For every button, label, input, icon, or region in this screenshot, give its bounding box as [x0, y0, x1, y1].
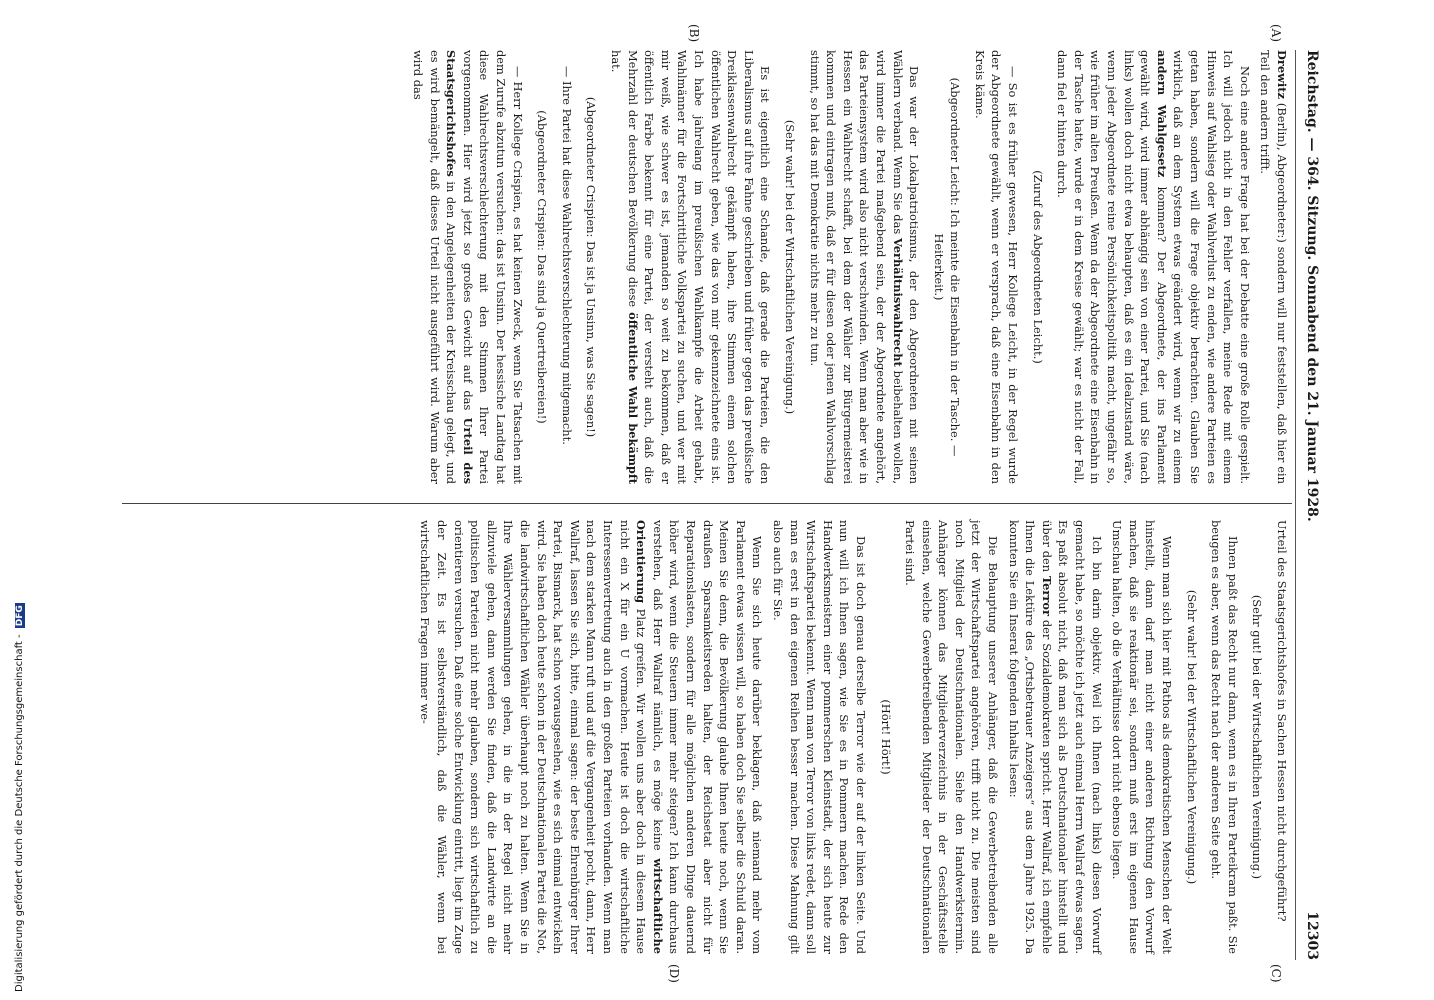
interjection: (Hört! Hört!) — [878, 699, 893, 775]
paragraph: — So ist es früher gewesen, Herr Kollege Leicht, in der Regel wurde der Abgeordnete gewählt, wenn er versprach, daß eine Eisenbahn in den Kreis käme. — [972, 50, 1021, 484]
paragraph: Das ist doch genau derselbe Terror wie der auf der linken Seite. Und nun will ich Ihnen sagen, wie Sie es in Pommern machen. Rede den Handwerksmeistern einer pommerschen Kleinstadt, der sich heute zur Wirtschaftspartei bekennt. Wenn man von Terror von links redet, dann soll man es erst in den eigenen Reihen besser machen. Diese Mahnung gilt also auch für Sie. — [770, 520, 868, 954]
paragraph: Wenn man sich hier mit Pathos als demokratischen Menschen der Welt hinstellt, dann darf man nicht einer anderen Richtung den Vorwurf machen, daß sie reaktionär sei, sondern muß erst im eigenen Hause Umschau halten, ob die Verhältnisse dort nicht ebenso liegen. — [1110, 520, 1175, 954]
column-divider — [122, 503, 1292, 504]
running-head: Reichstag. — 364. Sitzung. Sonnabend den 21. Januar 1928. — [1304, 50, 1320, 522]
interjection: (Sehr wahr! bei der Wirtschaftlichen Vereinigung.) — [1184, 589, 1199, 885]
paragraph: Das war der Lokalpatriotismus, der den Abgeordneten mit seinen Wählern verband. Wenn Sie das Verhältniswahlrecht beibehalten wollen, wird immer die Partei maßgebend sein, der der Abgeordnete angehört, das Parteiensystem wird also nicht verschwinden. Wenn man aber wie in Hessen ein Wahlrecht schafft, bei dem der Wähler zur Bürgermeisterei kommen und eintragen muß, daß er für diesen oder jenen Wahlvorschlag stimmt, so hat das mit Demokratie nichts mehr zu tun. — [807, 50, 922, 484]
interjection: (Zuruf des Abgeordneten Leicht.) — [1030, 170, 1045, 364]
paragraph: Noch eine andere Frage hat bei der Debatte eine große Rolle gespielt. Ich will jedoch nicht in den Fehler verfallen, meine Rede mit einem Hinweis auf Wahlsieg oder Wahlverlust zu enden, wie andere Parteien es getan haben, sondern will die Frage objektiv betrachten. Glauben Sie wirklich, daß an dem System etwas geändert wird, wenn wir zu einem andern Wahlgesetz kommen? Der Abgeordnete, der ins Parlament gewählt wird, wird immer abhängig sein von einer Partei, und Sie (nach links) wollen doch nicht etwa behaupten, daß es ein Idealzustand wäre, wenn jeder Abgeordnete reine Persönlichkeitspolitik macht, ungefähr so, wie früher im alten Preußen. Wenn da der Abgeordnete eine Eisenbahn in der Tasche hatte, wurde er in dem Kreise gewählt; war es nicht der Fall, dann fiel er hinten durch. — [1055, 50, 1252, 484]
margin-marker-a: (A) — [1269, 24, 1283, 43]
paragraph: Drewitz (Berlin), Abgeordneter:) sondern will nur feststellen, daß hier ein Teil den andern trifft. — [1258, 50, 1289, 484]
margin-marker-d: (D) — [667, 964, 681, 983]
interjection: (Abgeordneter Crispien: Das sind ja Quertreibereien!) — [535, 110, 550, 424]
interjection: (Abgeordneter Leicht: Ich meinte die Eisenbahn in der Tasche. — Heiterkeit.) — [931, 77, 963, 457]
page-number: 12303 — [1304, 911, 1320, 960]
digitization-credit — [14, 603, 25, 992]
credit-text: Digitalisierung gefördert durch die Deutsche Forschungsgemeinschaft - — [14, 631, 25, 992]
left-column — [406, 50, 1291, 484]
interjection: (Sehr wahr! bei der Wirtschaftlichen Vereinigung.) — [782, 119, 797, 415]
paragraph: Ich bin darin objektiv. Weil ich Ihnen (nach links) diesen Vorwurf gemacht habe, so möchte ich jetzt auch einmal Herrn Wallraf etwas sagen. Es paßt absolut nicht, daß man sich als Deutschnationaler hinstellt und über den Terror der Sozialdemokraten spricht. Herr Wallraf, ich empfehle Ihnen die Lektüre des „Ortsbetrauer Anzeigers“ aus dem Jahre 1925. Da konnten Sie ein Inserat folgenden Inhalts lesen: — [1006, 520, 1104, 954]
paragraph: Wenn Sie sich heute darüber beklagen, daß niemand mehr vom Parlament etwas wissen will, so haben doch Sie selber die Schuld daran. Meinen Sie denn, die Bevölkerung glaube Ihnen heute noch, wenn Sie draußen Sparsamkeitsreden halten, der Reichsetat aber nicht für Reparationslasten, sondern für alle möglichen anderen Dinge dauernd höher wird, wenn die Steuern immer mehr steigen? Ich kann durchaus verstehen, daß Herr Wallraf nämlich, es möge keine wirtschaftliche Orientierung Platz greifen. Wir wollen uns aber doch in diesem Hause nicht ein X für ein U vormachen. Heute ist doch die wirtschaftliche Interessenvertretung auch in den großen Parteien vorhanden. Wenn man nach dem starken Mann ruft und auf die Vergangenheit pocht, dann, Herr Wallraf, lassen Sie sich, bitte, einmal sagen: der beste Ehrenbürger Ihrer Partei, Bismarck, hat schon vorausgesehen, wie es sich einmal entwickeln wird. Sie haben doch heute schon in der Deutschnationalen Partei die Not, die landwirtschaftlichen Wähler überhaupt noch zu halten. Wenn Sie in Ihre Wählerversammlungen gehen, in die in der Regel nicht mehr allzuviele gehen, dann werden Sie finden, daß die Landwirte an die politischen Parteien nicht mehr glauben, sondern sich wirtschaftlich zu orientieren versuchen. Daß eine solche Entwicklung eintritt, liegt im Zuge der Zeit. Es ist selbstverständlich, daß die Wähler, wenn bei wirtschaftlichen Fragen immer we- — [418, 520, 765, 954]
right-column — [413, 520, 1290, 954]
paragraph: — Herr Kollege Crispien, es hat keinen Zweck, wenn Sie Tatsachen mit dem Zurufe abzutun versuchen: das ist Unsinn. Der hessische Landtag hat diese Wahlrechtsverschlechterung mit den Stimmen Ihrer Partei vorgenommen. Hier wird jetzt so großes Gewicht auf das Urteil des Staatsgerichtshofes in den Angelegenheiten der Kreisschau gelegt, und es wird bemängelt, daß dieses Urteil nicht ausgeführt wird. Warum aber wird das — [411, 50, 525, 484]
paragraph: — Ihre Partei hat diese Wahlrechtsverschlechterung mitgemacht. — [559, 66, 574, 445]
margin-marker-c: (C) — [1269, 964, 1283, 983]
interjection: (Sehr gut! bei der Wirtschaftlichen Vereinigung.) — [1250, 594, 1265, 880]
page-header — [1300, 50, 1322, 960]
header-rule — [1295, 50, 1296, 960]
dfg-logo: DFG — [15, 605, 25, 627]
interjection: (Abgeordneter Crispien: Das ist ja Unsinn, was Sie sagen!) — [584, 96, 599, 438]
paragraph: Ihnen paßt das Recht nur dann, wenn es in Ihren Parteikram paßt. Sie beugen es aber, wenn das Recht nach der anderen Seite geht. — [1209, 520, 1240, 954]
paragraph: Die Behauptung unserer Anhänger, daß die Gewerbetreibenden alle jetzt der Wirtschaftspartei angehören, trifft nicht zu. Die meisten sind noch Mitglied der Deutschnationalen. Siehe den Handwerkstermin. Anhänger können das Mitgliederverzeichnis in der Geschäftsstelle einsehen, welche Gewerbetreibenden Mitglieder der Deutschnationalen Partei sind. — [903, 520, 1001, 954]
paragraph: Es ist eigentlich eine Schande, daß gerade die Parteien, die den Liberalismus auf ihre Fahne geschrieben und früher gegen das preußische Dreiklassenwahlrecht gekämpft haben, ihre Stimmen einem solchen öffentlichen Wahlrecht geben, wie das von mir gekennzeichnete eins ist. Ich habe jahrelang im preußischen Wahlkampfe die Arbeit gehabt, Wahlmänner für die Fortschrittliche Volkspartei zu suchen, und wer mit mir weiß, wie schwer es ist, jemanden so weit zu bekommen, daß er öffentlich Farbe bekennt für eine Partei, der versteht auch, daß die Mehrzahl der deutschen Bevölkerung diese öffentliche Wahl bekämpft hat. — [609, 50, 773, 484]
paragraph: Urteil des Staatsgerichtshofes in Sachen Hessen nicht durchgeführt? — [1275, 520, 1289, 922]
rotated-page-content — [112, 24, 1322, 983]
margin-marker-b: (B) — [687, 24, 701, 43]
